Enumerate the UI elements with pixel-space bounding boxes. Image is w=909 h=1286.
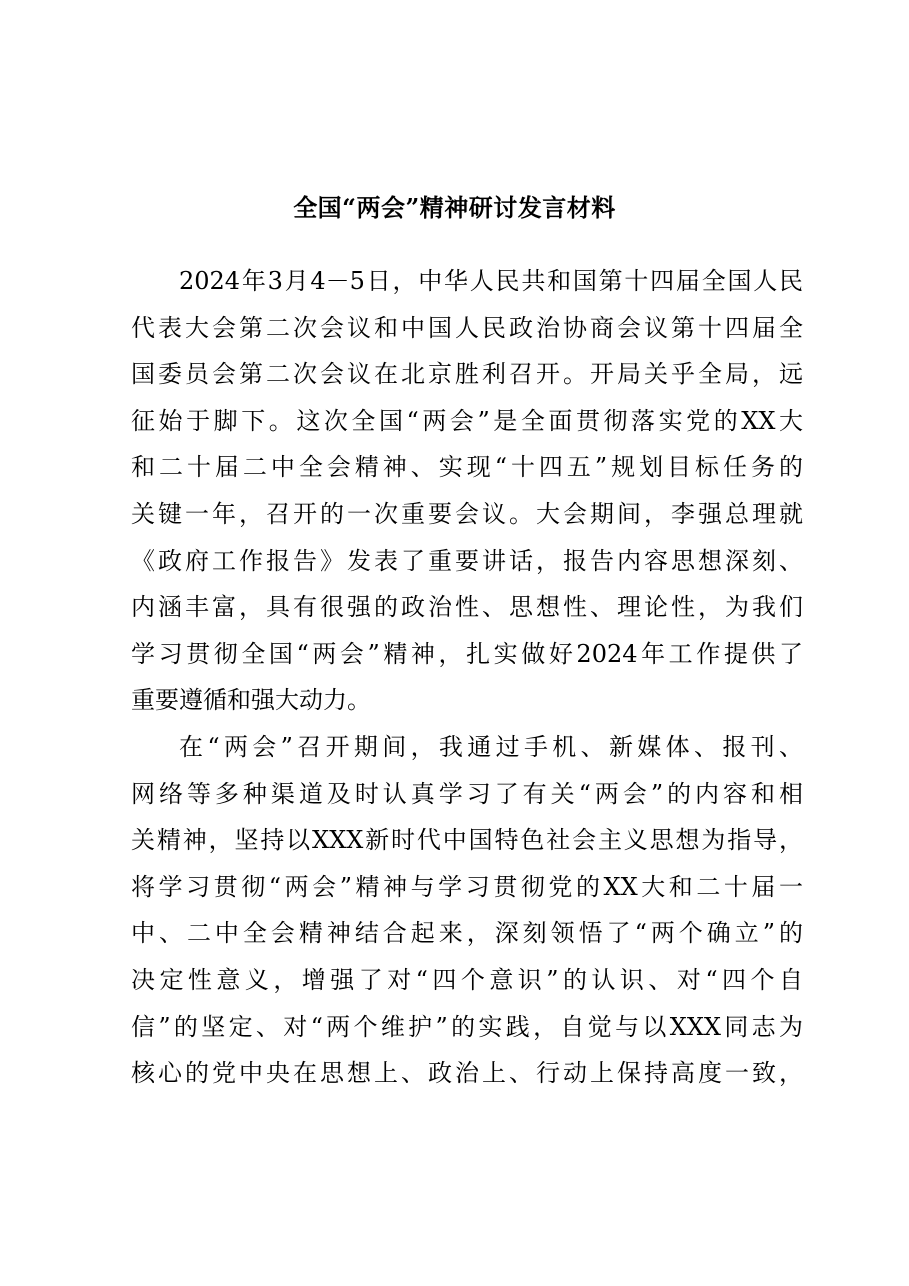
paragraph-1-line-9: 学习贯彻全国“两会”精神，扎实做好2024年工作提供了 bbox=[131, 639, 803, 668]
paragraph-1-line-2: 代表大会第二次会议和中国人民政治协商会议第十四届全 bbox=[131, 313, 803, 342]
paragraph-2-line-6: 决定性意义，增强了对“四个意识”的认识、对“四个自 bbox=[131, 965, 803, 994]
paragraph-2-line-4: 将学习贯彻“两会”精神与学习贯彻党的XX大和二十届一 bbox=[131, 872, 803, 901]
paragraph-2-line-2: 网络等多种渠道及时认真学习了有关“两会”的内容和相 bbox=[131, 779, 803, 808]
paragraph-1-line-8: 内涵丰富，具有很强的政治性、思想性、理论性，为我们 bbox=[131, 593, 803, 622]
paragraph-1-line-6: 关键一年，召开的一次重要会议。大会期间，李强总理就 bbox=[131, 499, 803, 528]
document-title: 全国“两会”精神研讨发言材料 bbox=[293, 193, 616, 222]
paragraph-2-line-5: 中、二中全会精神结合起来，深刻领悟了“两个确立”的 bbox=[131, 919, 803, 948]
paragraph-2-line-1: 在“两会”召开期间，我通过手机、新媒体、报刊、 bbox=[179, 732, 803, 761]
paragraph-2-line-7: 信”的坚定、对“两个维护”的实践，自觉与以XXX同志为 bbox=[131, 1012, 803, 1041]
document-body bbox=[131, 258, 803, 1097]
paragraph-1-line-7: 《政府工作报告》发表了重要讲话，报告内容思想深刻、 bbox=[131, 546, 803, 575]
paragraph-1-line-4: 征始于脚下。这次全国“两会”是全面贯彻落实党的XX大 bbox=[131, 406, 803, 435]
paragraph-1-line-3: 国委员会第二次会议在北京胜利召开。开局关乎全局，远 bbox=[131, 360, 803, 389]
paragraph-1-line-10: 重要遵循和强大动力。 bbox=[131, 686, 371, 715]
paragraph-1-line-1: 2024年3月4－5日，中华人民共和国第十四届全国人民 bbox=[179, 267, 803, 295]
paragraph-1-line-5: 和二十届二中全会精神、实现“十四五”规划目标任务的 bbox=[131, 453, 803, 482]
paragraph-2-line-3: 关精神，坚持以XXX新时代中国特色社会主义思想为指导， bbox=[131, 826, 803, 855]
paragraph-2-line-8: 核心的党中央在思想上、政治上、行动上保持高度一致， bbox=[131, 1059, 803, 1088]
